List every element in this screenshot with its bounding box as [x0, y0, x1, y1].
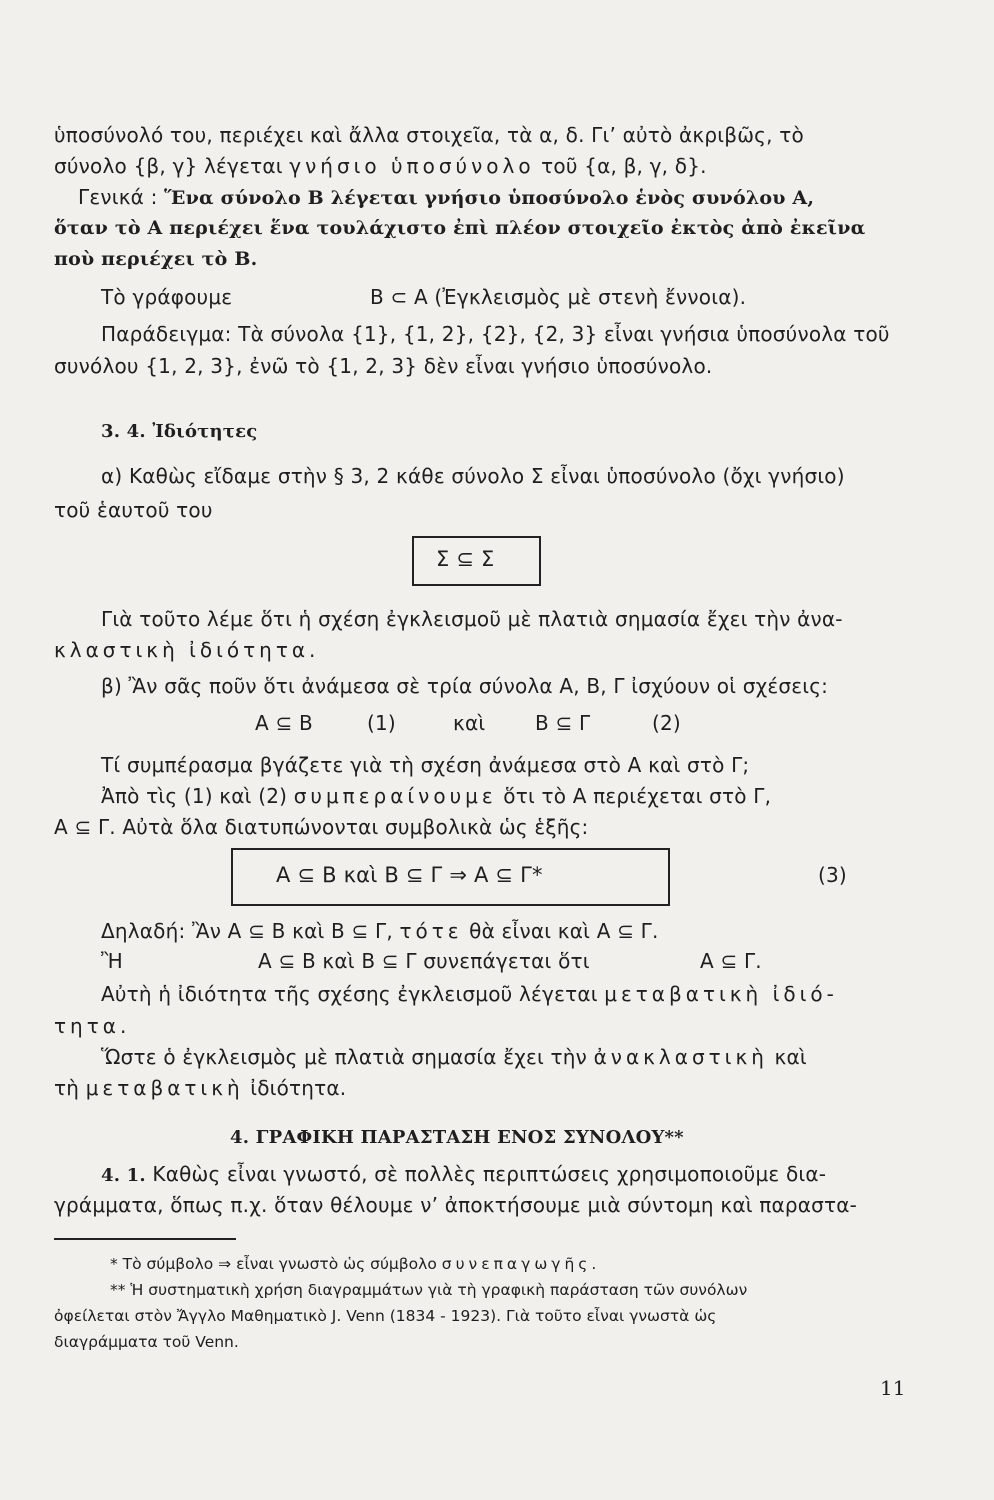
formula: Β ⊆ Γ — [535, 711, 591, 735]
formula-number: (2) — [652, 711, 681, 735]
text-line: 4. 1. Καθὼς εἶναι γνωστό, σὲ πολλὲς περιπτώσεις χρησιμοποιοῦμε δια- — [101, 1162, 827, 1186]
definition-line: ποὺ περιέχει τὸ Β. — [54, 248, 258, 270]
section-heading: 4. ΓΡΑΦΙΚΗ ΠΑΡΑΣΤΑΣΗ ΕΝΟΣ ΣΥΝΟΛΟΥ** — [230, 1127, 684, 1148]
text-line: Β ⊂ Α (Ἐγκλεισμὸς μὲ στενὴ ἔννοια). — [370, 285, 747, 309]
text-line: Α ⊆ Γ. — [700, 949, 762, 973]
text-line: Α ⊆ Β καὶ Β ⊆ Γ συνεπάγεται ὅτι — [258, 949, 590, 973]
text-line: ὑποσύνολό του, περιέχει καὶ ἄλλα στοιχεῖα, τὰ α, δ. Γι’ αὐτὸ ἀκριβῶς, τὸ — [54, 123, 804, 147]
text-line: τὴ μεταβατικὴ ἰδιότητα. — [54, 1076, 347, 1100]
text-line: γράμματα, ὅπως π.χ. ὅταν θέλουμε ν’ ἀποκτήσουμε μιὰ σύντομη καὶ παραστα- — [54, 1193, 858, 1217]
text-line: καὶ — [453, 711, 486, 735]
page-number: 11 — [880, 1376, 906, 1400]
definition-line: ὅταν τὸ Α περιέχει ἕνα τουλάχιστο ἐπὶ πλέον στοιχεῖο ἐκτὸς ἀπὸ ἐκεῖνα — [54, 217, 866, 239]
text-line: Ἢ — [101, 949, 123, 973]
text-line: Παράδειγμα: Τὰ σύνολα {1}, {1, 2}, {2}, {2, 3} εἶναι γνήσια ὑποσύνολα τοῦ — [101, 322, 890, 346]
text-line: α) Καθὼς εἴδαμε στὴν § 3, 2 κάθε σύνολο Σ εἶναι ὑποσύνολο (ὄχι γνήσιο) — [101, 464, 845, 488]
text-line: σύνολο {β, γ} λέγεται γνήσιο ὑποσύνολο τοῦ {α, β, γ, δ}. — [54, 154, 707, 178]
formula: Α ⊆ Β — [255, 711, 313, 735]
text-line: τοῦ ἑαυτοῦ του — [54, 498, 213, 522]
text-line: Ἀπὸ τὶς (1) καὶ (2) συμπεραίνουμε ὅτι τὸ Α περιέχεται στὸ Γ, — [101, 784, 772, 808]
footnote: ὀφείλεται στὸν Ἄγγλο Μαθηματικὸ J. Venn (1834 - 1923). Γιὰ τοῦτο εἶναι γνωστὰ ὡς — [54, 1307, 717, 1325]
footnote: ** Ἡ συστηματικὴ χρήση διαγραμμάτων γιὰ τὴ γραφικὴ παράσταση τῶν συνόλων — [110, 1281, 748, 1299]
footnote: * Τὸ σύμβολο ⇒ εἶναι γνωστὸ ὡς σύμβολο συνεπαγωγῆς. — [110, 1255, 601, 1273]
text-line: β) Ἂν σᾶς ποῦν ὅτι ἀνάμεσα σὲ τρία σύνολα Α, Β, Γ ἰσχύουν οἱ σχέσεις: — [101, 674, 829, 698]
text-line: Τὸ γράφουμε — [101, 285, 233, 309]
text-line: κλαστικὴ ἰδιότητα. — [54, 638, 320, 662]
footnote-rule — [54, 1238, 236, 1240]
text-line: Α ⊆ Γ. Αὐτὰ ὅλα διατυπώνονται συμβολικὰ ὡς ἑξῆς: — [54, 815, 589, 839]
formula-number: (3) — [818, 863, 847, 887]
text-line: Αὐτὴ ἡ ἰδιότητα τῆς σχέσης ἐγκλεισμοῦ λέγεται μεταβατικὴ ἰδιό- — [101, 982, 838, 1006]
formula: Α ⊆ Β καὶ Β ⊆ Γ ⇒ Α ⊆ Γ* — [276, 863, 543, 887]
text-line: Ὥστε ὁ ἐγκλεισμὸς μὲ πλατιὰ σημασία ἔχει τὴν ἀνακλαστικὴ καὶ — [101, 1045, 807, 1069]
text-line: τητα. — [54, 1014, 131, 1038]
text-line: συνόλου {1, 2, 3}, ἐνῶ τὸ {1, 2, 3} δὲν εἶναι γνήσιο ὑποσύνολο. — [54, 354, 713, 378]
formula: Σ ⊆ Σ — [436, 547, 495, 571]
text-line: Δηλαδή: Ἂν Α ⊆ Β καὶ Β ⊆ Γ, τότε θὰ εἶναι καὶ Α ⊆ Γ. — [101, 919, 659, 943]
text-line: Γενικά : Ἕνα σύνολο Β λέγεται γνήσιο ὑποσύνολο ἑνὸς συνόλου Α, — [78, 185, 815, 209]
text-line: Τί συμπέρασμα βγάζετε γιὰ τὴ σχέση ἀνάμεσα στὸ Α καὶ στὸ Γ; — [101, 753, 750, 777]
footnote: διαγράμματα τοῦ Venn. — [54, 1333, 239, 1351]
formula-number: (1) — [367, 711, 396, 735]
text-line: Γιὰ τοῦτο λέμε ὅτι ἡ σχέση ἐγκλεισμοῦ μὲ πλατιὰ σημασία ἔχει τὴν ἀνα- — [101, 607, 843, 631]
section-heading: 3. 4. Ἰδιότητες — [101, 421, 258, 442]
